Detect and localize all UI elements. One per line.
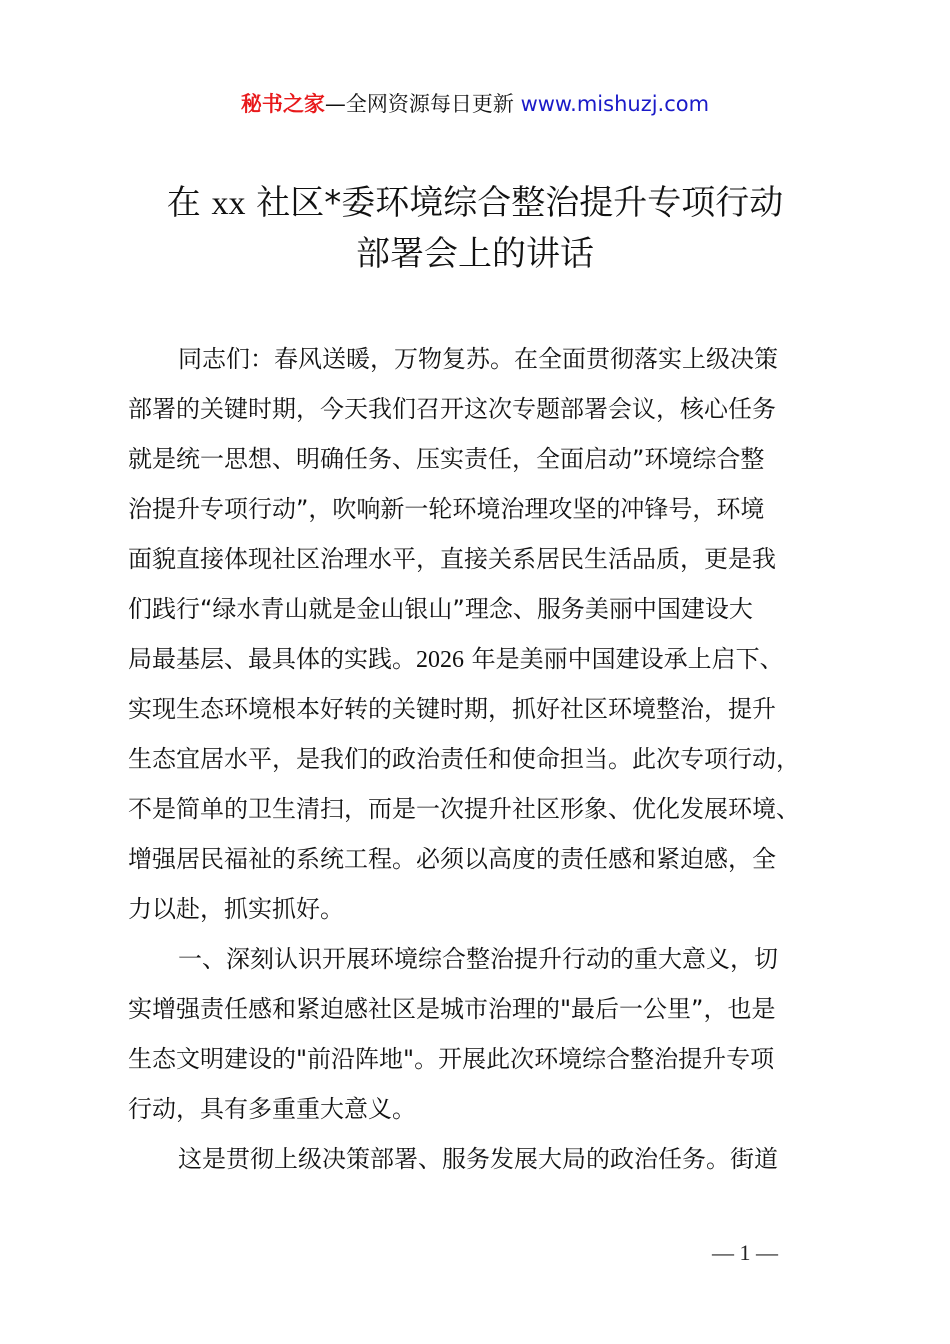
body-line: 治提升专项行动”，吹响新一轮环境治理攻坚的冲锋号，环境: [128, 495, 765, 523]
body-line: 这是贯彻上级决策部署、服务发展大局的政治任务。街道: [178, 1145, 778, 1173]
document-body: [128, 334, 848, 1184]
body-line: 力以赴，抓实抓好。: [128, 895, 344, 923]
body-line: 同志们：春风送暖，万物复苏。在全面贯彻落实上级决策: [178, 345, 778, 373]
body-line: 就是统一思想、明确任务、压实责任，全面启动”环境综合整: [128, 445, 765, 473]
page-number: — 1 —: [712, 1240, 778, 1265]
site-url[interactable]: www.mishuzj.com: [520, 92, 710, 116]
header-tagline: —全网资源每日更新: [324, 92, 521, 116]
title-line-2: 部署会上的讲话: [356, 234, 594, 274]
body-line: 们践行“绿水青山就是金山银山”理念、服务美丽中国建设大: [128, 595, 753, 623]
body-line: 生态宜居水平，是我们的政治责任和使命担当。此次专项行动，: [128, 745, 800, 773]
site-header: [0, 88, 950, 120]
title-placeholder-xx: xx: [211, 185, 246, 222]
body-line: 增强居民福祉的系统工程。必须以高度的责任感和紧迫感，全: [128, 845, 776, 873]
body-text: 年是美丽中国建设承上启下、: [464, 645, 784, 673]
brand-name: 秘书之家: [240, 92, 325, 116]
body-line: 行动，具有多重重大意义。: [128, 1095, 416, 1123]
body-line: 实现生态环境根本好转的关键时期，抓好社区环境整治，提升: [128, 695, 776, 723]
title-line-1: [0, 178, 950, 229]
body-line: 不是简单的卫生清扫，而是一次提升社区形象、优化发展环境、: [128, 795, 800, 823]
year-number: 2026: [416, 647, 464, 673]
section-heading-line: 一、深刻认识开展环境综合整治提升行动的重大意义，切: [178, 945, 778, 973]
body-line: 实增强责任感和紧迫感社区是城市治理的"最后一公里”，也是: [128, 995, 776, 1023]
body-line: 面貌直接体现社区治理水平，直接关系居民生活品质，更是我: [128, 545, 776, 573]
body-line: 部署的关键时期，今天我们召开这次专题部署会议，核心任务: [128, 395, 776, 423]
title-rest: 社区*委环境综合整治提升专项行动: [245, 183, 784, 223]
document-title: [0, 178, 950, 279]
body-line: 生态文明建设的"前沿阵地"。开展此次环境综合整治提升专项: [128, 1045, 775, 1073]
title-prefix: 在: [166, 183, 212, 223]
body-line: [128, 634, 848, 684]
body-text: 局最基层、最具体的实践。: [128, 645, 416, 673]
